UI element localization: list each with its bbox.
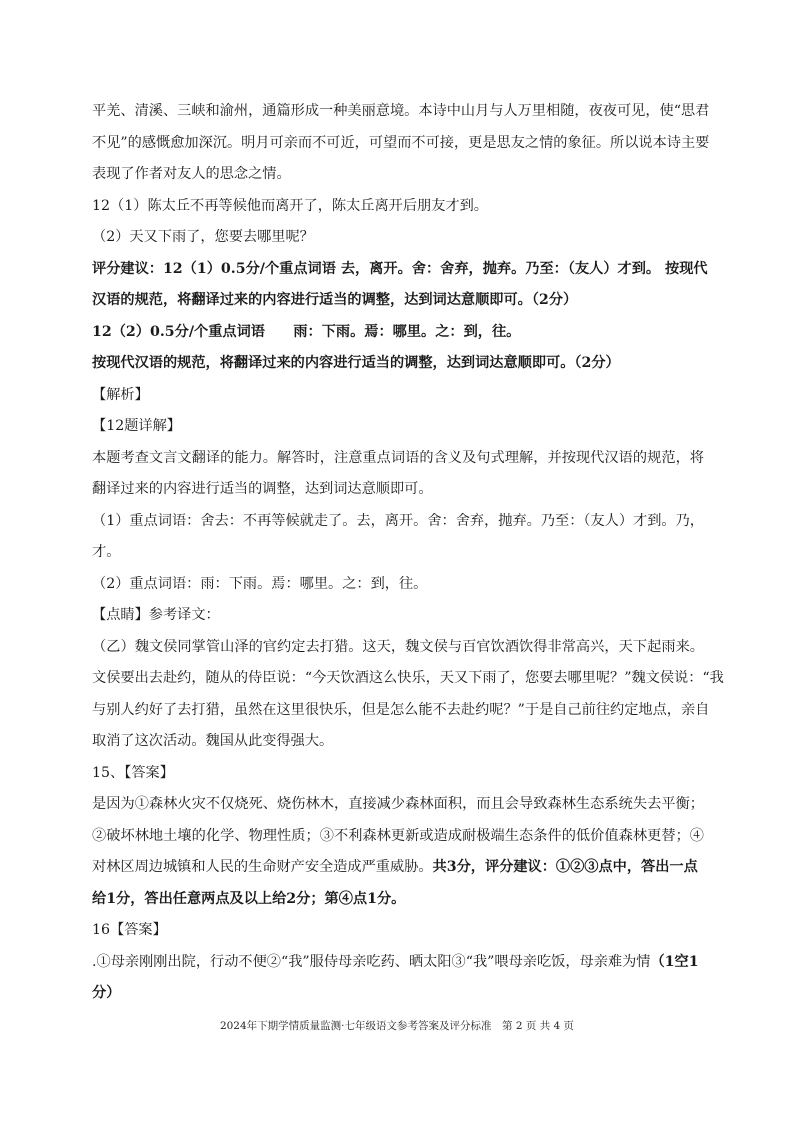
text-line-bold-tail: （1空1 (650, 953, 699, 970)
text-line (92, 256, 708, 282)
text-line (92, 98, 710, 124)
text-line-content: 【解析】 (92, 386, 149, 403)
text-line (92, 791, 704, 817)
text-line (92, 319, 704, 345)
text-line-content: （2）天又下雨了，您要去哪里呢？ (92, 229, 314, 245)
text-line-content: 翻译过来的内容进行适当的调整，达到词达意顺即可。 (92, 481, 433, 497)
text-line-content: ②破坏林地土壤的化学、物理性质；③不利森林更新或造成耐极端生态条件的低价值森林更替；④ (92, 827, 704, 844)
text-line (92, 382, 704, 408)
text-line (92, 539, 704, 565)
text-line (92, 917, 704, 943)
text-line-content: 才。 (92, 544, 121, 560)
text-line (92, 224, 704, 250)
text-line (92, 445, 704, 471)
text-line (92, 602, 704, 628)
text-line (92, 697, 710, 723)
text-line (92, 161, 704, 187)
text-line-content: 汉语的规范，将翻译过来的内容进行适当的调整，达到词达意顺即可。（2分） (92, 292, 578, 308)
text-line (92, 634, 704, 660)
text-line-content: 表现了作者对友人的思念之情。 (92, 166, 291, 182)
text-line-content: .①母亲刚刚出院，行动不便②“我”服侍母亲吃药、晒太阳③“我”喂母亲吃饭，母亲难为情 (92, 953, 651, 970)
text-line-content: （1）重点词语：舍去：不再等候就走了。去，离开。舍：舍弃，抛弃。乃至：（友人）才到。乃， (92, 512, 704, 529)
text-line-content: 平羌、清溪、三峡和渝州，通篇形成一种美丽意境。本诗中山月与人万里相随，夜夜可见，使“思君 (92, 103, 710, 119)
text-line-content: 文侯要出去赴约，随从的侍臣说：“今天饮酒这么快乐，天又下雨了，您要去哪里呢？”魏文侯说：“我 (92, 670, 724, 686)
document-body (92, 98, 724, 1012)
text-line (92, 854, 704, 880)
text-line (92, 508, 704, 534)
text-line-content: 是因为①森林火灾不仅烧死、烧伤林木，直接减少森林面积，而且会导致森林生态系统失去平衡； (92, 796, 704, 812)
text-line (92, 665, 724, 691)
text-line (92, 413, 704, 439)
text-line (92, 193, 704, 219)
text-line (92, 760, 704, 786)
text-line (92, 728, 704, 754)
text-line (92, 476, 704, 502)
text-line-content: 不见”的感慨愈加深沉。明月可亲而不可近，可望而不可接，更是思友之情的象征。所以说本诗主要 (92, 134, 710, 151)
text-line (92, 980, 704, 1006)
text-line-content: 给1分，答出任意两点及以上给2分；第④点1分。 (92, 890, 406, 907)
text-line-content: 评分建议：12（1）0.5分/个重点词语 去，离开。舍：舍弃，抛弃。乃至：（友人）才到。 按现代 (92, 260, 708, 277)
text-line-content: 【点睛】参考译文： (92, 607, 220, 623)
text-line-content: 15、【答案】 (92, 764, 174, 781)
text-line (92, 823, 704, 849)
text-line-content: 与别人约好了去打猎，虽然在这里很快乐，但是怎么能不去赴约呢？”于是自己前往约定地点，亲自 (92, 701, 710, 718)
text-line-content: 对林区周边城镇和人民的生命财产安全造成严重威胁。 (92, 859, 433, 875)
text-line-content: 本题考查文言文翻译的能力。解答时，注意重点词语的含义及句式理解，并按现代汉语的规范，将 (92, 449, 704, 466)
text-line-content: 分） (92, 985, 121, 1001)
text-line-content: 按现代汉语的规范，将翻译过来的内容进行适当的调整，达到词达意顺即可。（2分） (92, 355, 620, 371)
text-line-bold-tail: 共3分，评分建议：①②③点中，答出一点 (432, 859, 698, 875)
text-line-content: （2）重点词语：雨：下雨。焉：哪里。之：到，往。 (92, 575, 428, 592)
text-line (92, 287, 704, 313)
text-line-content: 12（1）陈太丘不再等候他而离开了，陈太丘离开后朋友才到。 (92, 197, 488, 214)
text-line (92, 886, 704, 912)
text-line-content: （乙）魏文侯同掌管山泽的官约定去打猎。这天，魏文侯与百官饮酒饮得非常高兴，天下起雨来。 (92, 638, 704, 655)
text-line-content: 取消了这次活动。魏国从此变得强大。 (92, 733, 334, 749)
text-line (92, 949, 704, 975)
text-line (92, 571, 704, 597)
text-line-content: 【12题详解】 (92, 418, 181, 434)
text-line-content: 12（2）0.5分/个重点词语 雨：下雨。焉：哪里。之：到，往。 (92, 323, 521, 340)
text-line (92, 350, 704, 376)
page-footer: 2024年下期学情质量监测·七年级语文参考答案及评分标准 第 2 页 共 4 页 (219, 1020, 575, 1032)
text-line-content: 16【答案】 (92, 922, 167, 938)
text-line (92, 130, 710, 156)
